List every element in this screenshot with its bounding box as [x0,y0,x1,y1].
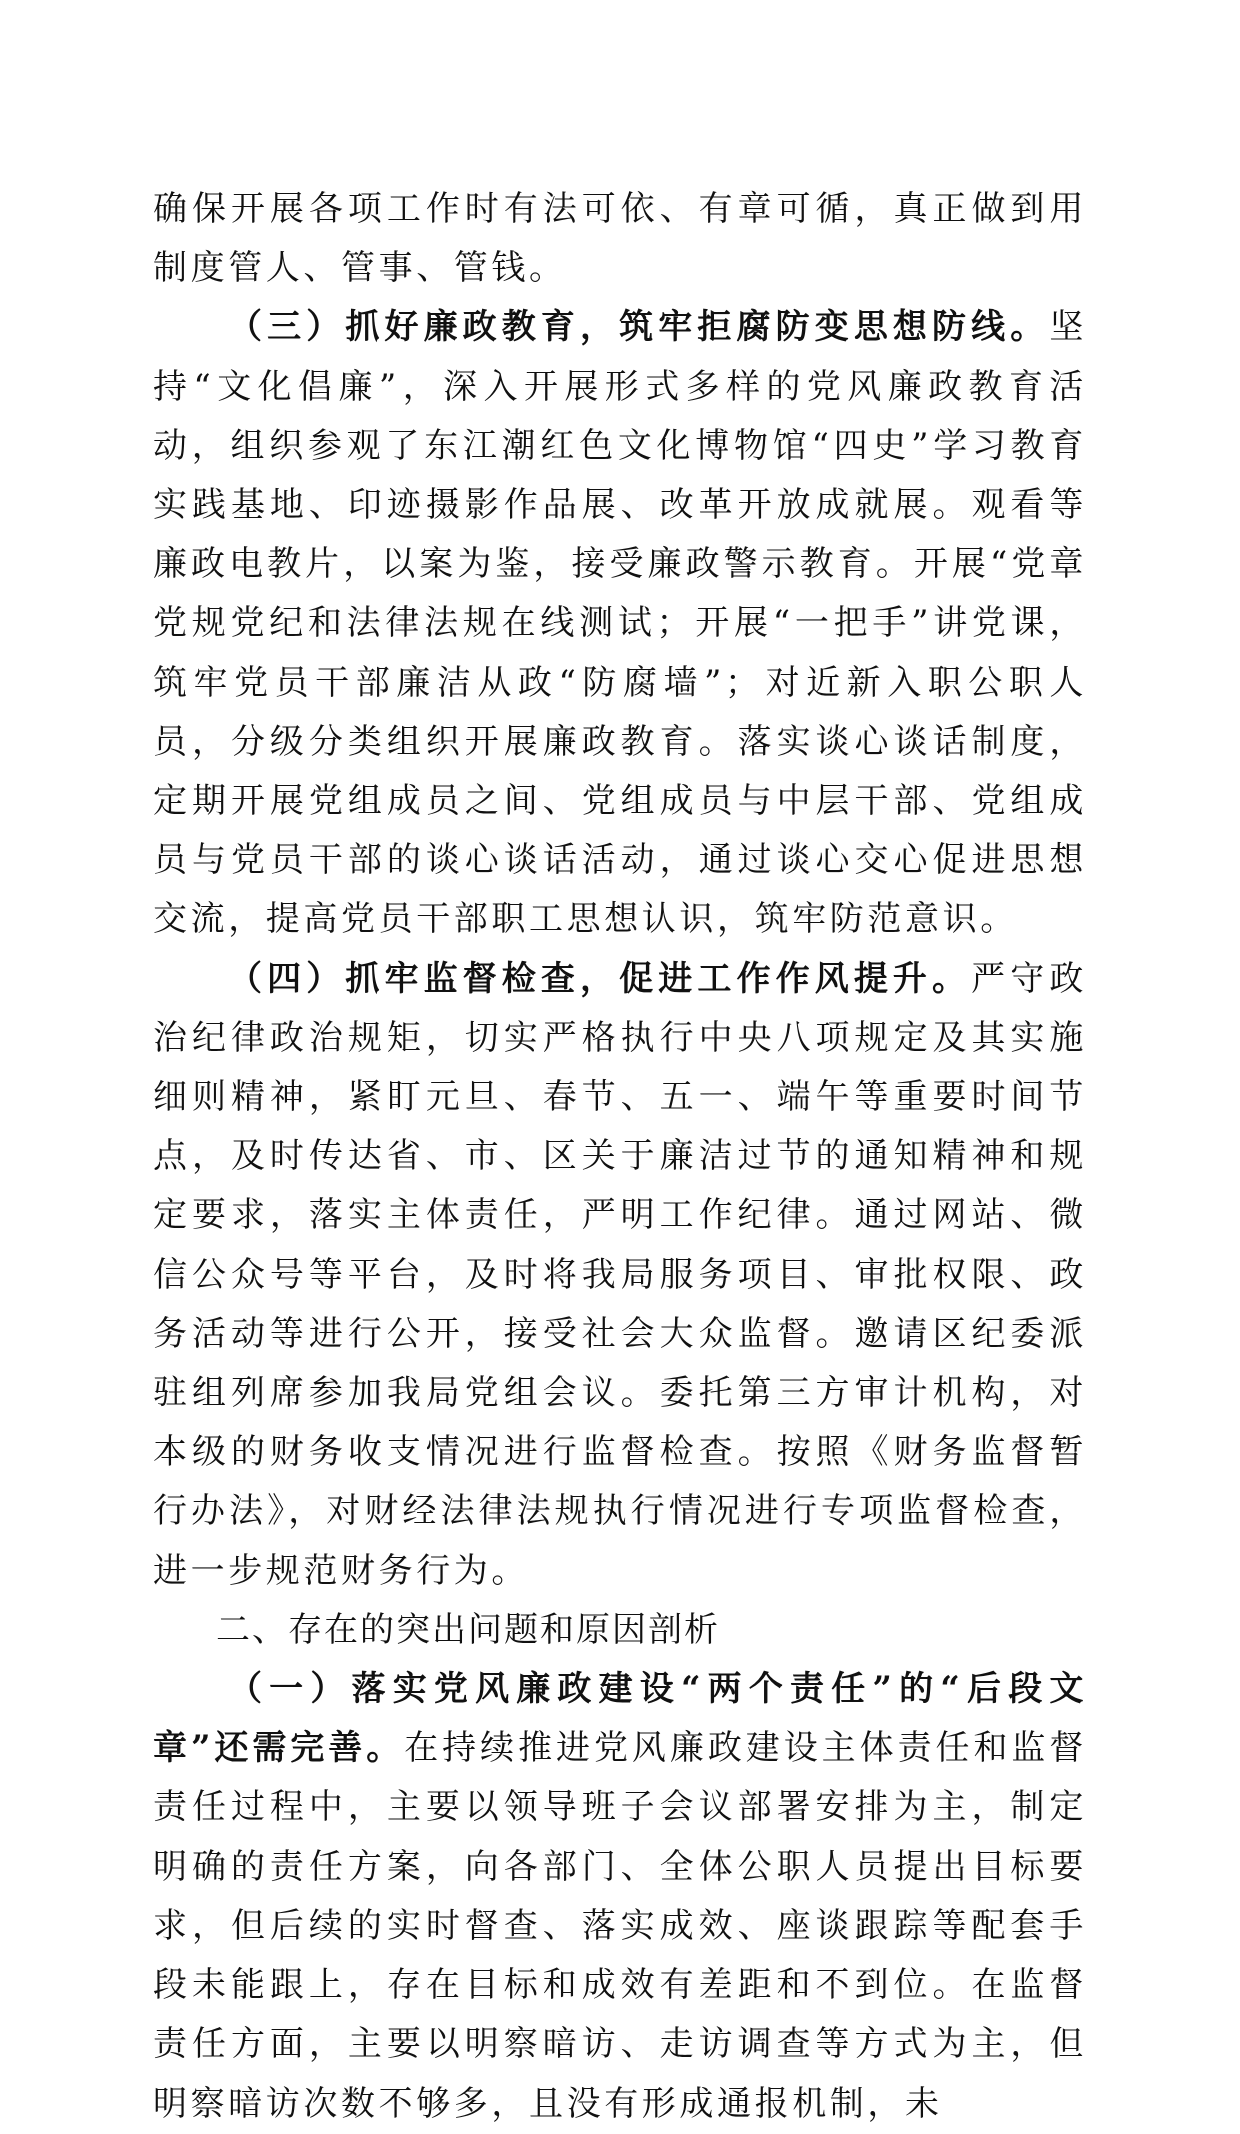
paragraph-education-lead: （三）抓好廉政教育，筑牢拒腐防变思想防线。 [228,307,1050,348]
paragraph-responsibility [153,1660,1087,2134]
paragraph-supervision-lead: （四）抓牢监督检查，促进工作作风提升。 [228,958,972,999]
section-heading: 二、存在的突出问题和原因剖析 [216,1609,720,1650]
paragraph-education [153,298,1087,949]
paragraph-responsibility-lead: （一）落实党风廉政建设“两个责任”的“后段文章”还需完善。 [153,1669,1087,1769]
document-page [153,180,1087,2134]
paragraph-supervision-body: 严守政治纪律政治规矩，切实严格执行中央八项规定及其实施细则精神，紧盯元旦、春节、五一、端午等重要时间节点，及时传达省、市、区关于廉洁过节的通知精神和规定要求，落实主体责任，严明工作纪律。通过网站、微信公众号等平台，及时将我局服务项目、审批权限、政务活动等进行公开，接受社会大众监督。邀请区纪委派驻组列席参加我局党组会议。委托第三方审计机构，对本级的财务收支情况进行监督检查。按照《财务监督暂行办法》，对财经法律法规执行情况进行专项监督检查，进一步规范财务行为。 [153,958,1087,1591]
paragraph-supervision [153,950,1087,1601]
paragraph-continuation-text: 确保开展各项工作时有法可依、有章可循，真正做到用制度管人、管事、管钱。 [153,189,1087,289]
paragraph-education-body: 坚持“文化倡廉”，深入开展形式多样的党风廉政教育活动，组织参观了东江潮红色文化博物馆“四史”学习教育实践基地、印迹摄影作品展、改革开放成就展。观看等廉政电教片，以案为鉴，接受廉政警示教育。开展“党章党规党纪和法律法规在线测试；开展“一把手”讲党课，筑牢党员干部廉洁从政“防腐墙”；对近新入职公职人员，分级分类组织开展廉政教育。落实谈心谈话制度，定期开展党组成员之间、党组成员与中层干部、党组成员与党员干部的谈心谈话活动，通过谈心交心促进思想交流，提高党员干部职工思想认识，筑牢防范意识。 [153,307,1087,940]
paragraph-responsibility-body: 在持续推进党风廉政建设主体责任和监督责任过程中，主要以领导班子会议部署安排为主，制定明确的责任方案，向各部门、全体公职人员提出目标要求，但后续的实时督查、落实成效、座谈跟踪等配套手段未能跟上，存在目标和成效有差距和不到位。在监督责任方面，主要以明察暗访、走访调查等方式为主，但明察暗访次数不够多，且没有形成通报机制，未 [153,1728,1087,2124]
paragraph-continuation [153,180,1087,298]
